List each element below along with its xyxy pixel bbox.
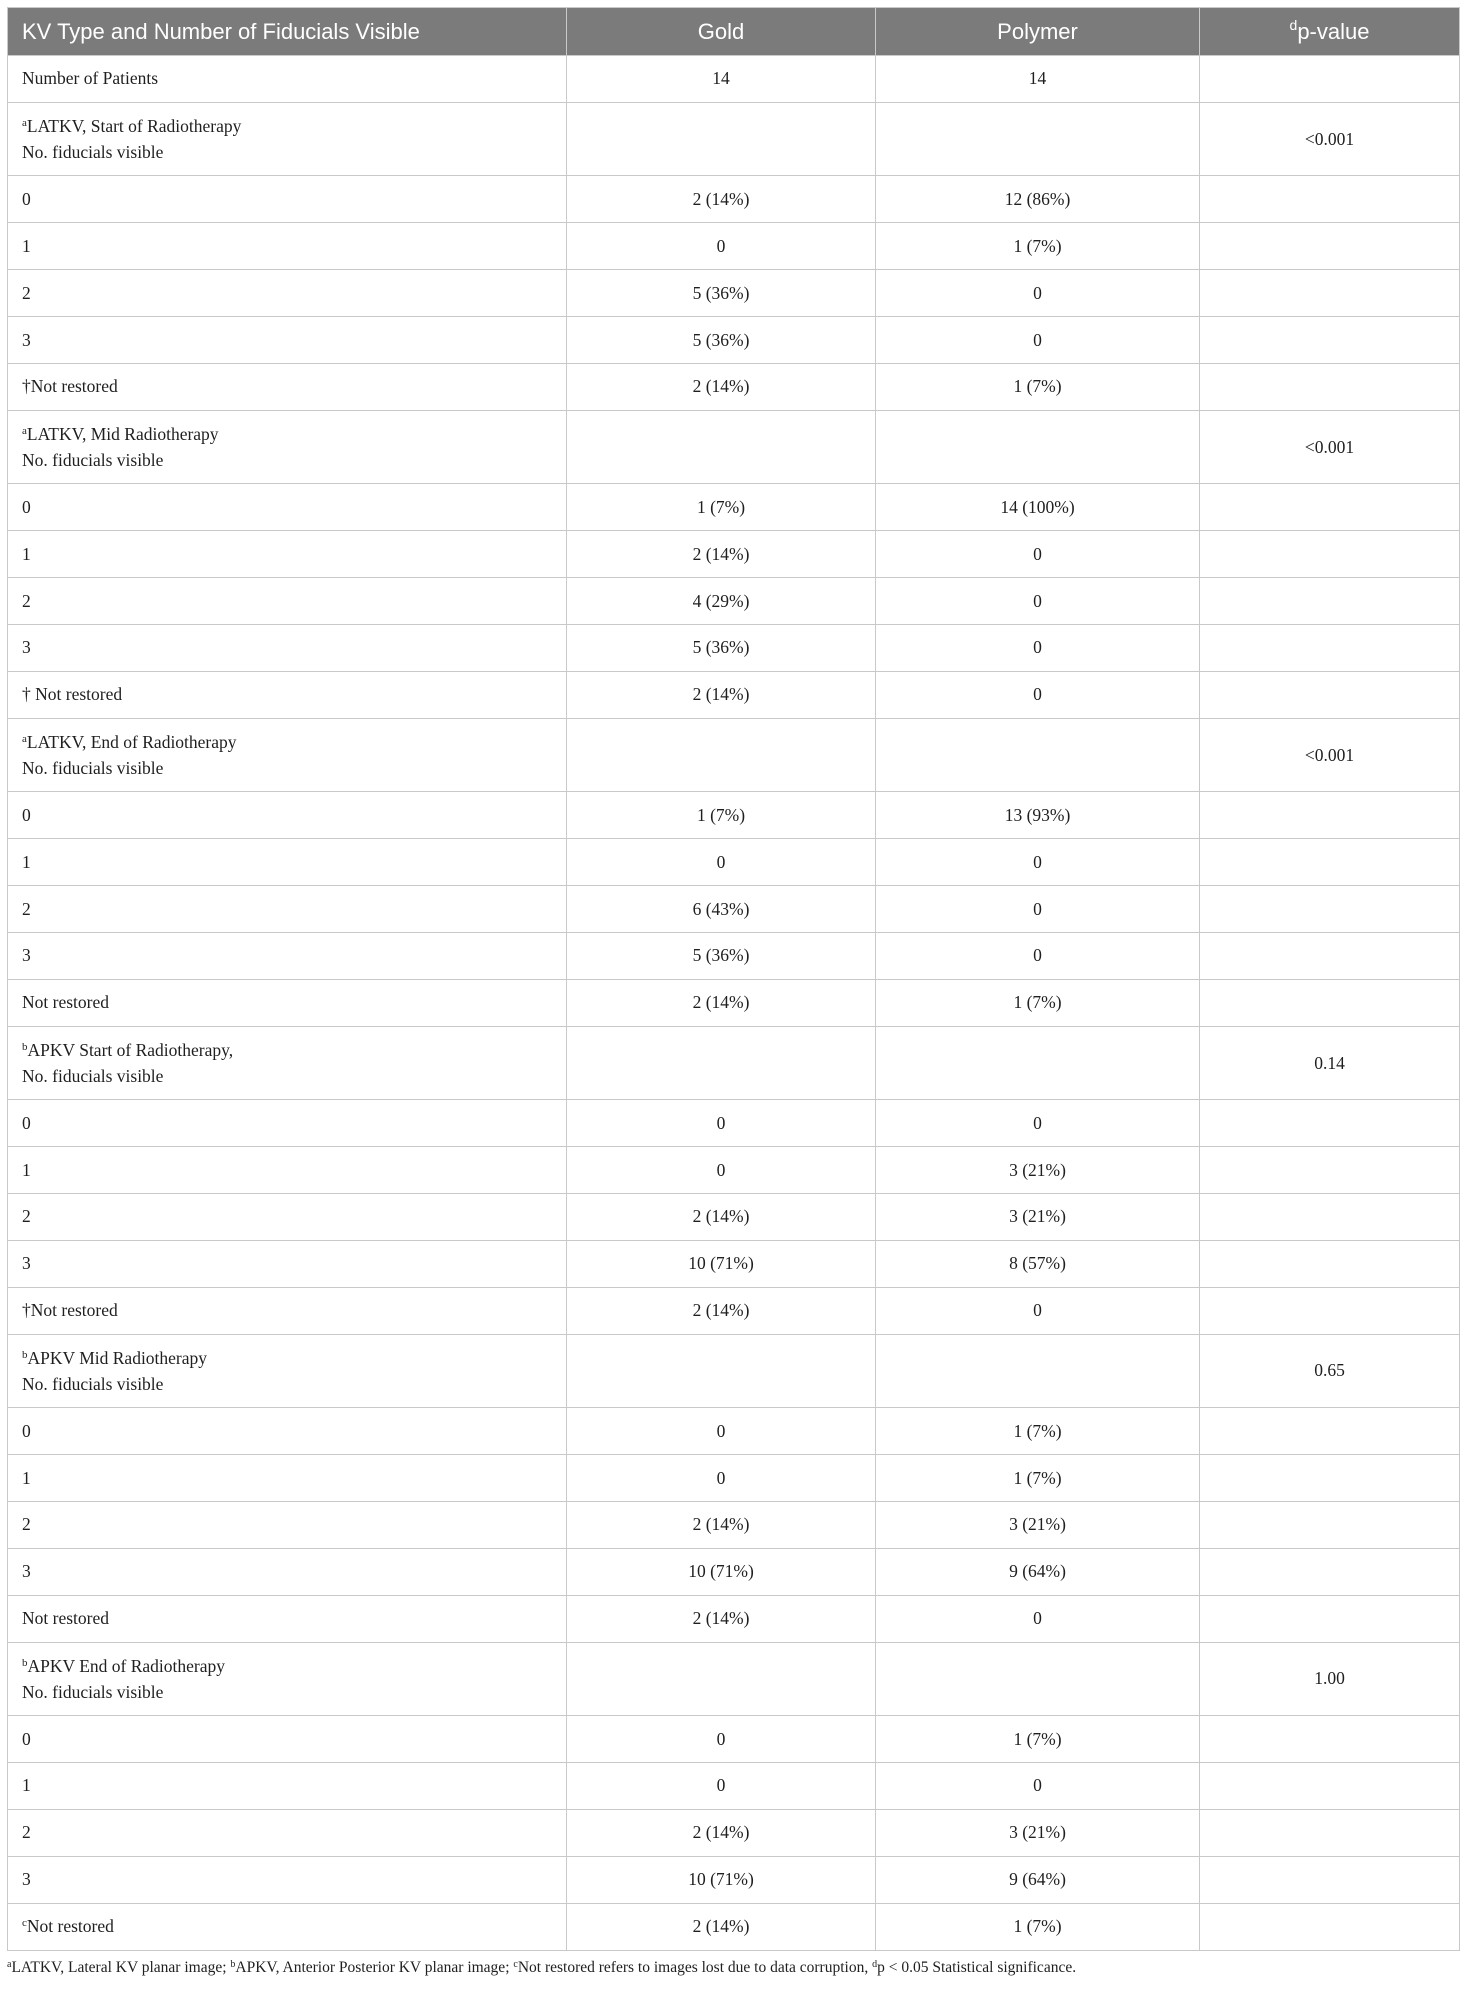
- patients-polymer: 14: [876, 56, 1200, 103]
- table-row: [8, 1408, 1460, 1455]
- row-label: 2: [22, 1822, 31, 1843]
- row-label-cell: [8, 1809, 567, 1856]
- row-label: 1: [22, 1467, 31, 1488]
- row-gold: 0: [567, 1716, 876, 1763]
- row-polymer: 0: [876, 1763, 1200, 1810]
- row-label-cell: [8, 1903, 567, 1950]
- row-label: 2: [22, 282, 31, 303]
- row-label-cell: [8, 1194, 567, 1241]
- section-subtitle: No. fiducials visible: [22, 1066, 164, 1086]
- table-row: [8, 176, 1460, 223]
- row-polymer: 1 (7%): [876, 223, 1200, 270]
- row-gold: 0: [567, 1763, 876, 1810]
- row-polymer: 14 (100%): [876, 484, 1200, 531]
- row-polymer: 13 (93%): [876, 792, 1200, 839]
- table-row: [8, 1856, 1460, 1903]
- row-gold: 2 (14%): [567, 1287, 876, 1334]
- section-gold-empty: [567, 1026, 876, 1100]
- section-title-text: LATKV, Start of Radiotherapy: [26, 116, 242, 137]
- header-gold: Gold: [567, 8, 876, 56]
- row-polymer: 12 (86%): [876, 176, 1200, 223]
- table-row: [8, 1455, 1460, 1502]
- row-label: 1: [22, 543, 31, 564]
- row-label-cell: [8, 223, 567, 270]
- section-p-value: 1.00: [1200, 1642, 1460, 1716]
- table-row: [8, 1716, 1460, 1763]
- row-polymer: 0: [876, 317, 1200, 364]
- row-p-value: [1200, 1100, 1460, 1147]
- row-label: 1: [22, 1775, 31, 1796]
- section-subtitle: No. fiducials visible: [22, 758, 164, 779]
- row-p-value: [1200, 484, 1460, 531]
- row-label: 1: [22, 851, 31, 872]
- section-header-row: [8, 1642, 1460, 1716]
- row-p-value: [1200, 792, 1460, 839]
- section-polymer-empty: [876, 410, 1200, 484]
- footnote-text: APKV, Anterior Posterior KV planar image;: [235, 1958, 514, 1976]
- row-polymer: 9 (64%): [876, 1548, 1200, 1595]
- row-polymer: 3 (21%): [876, 1809, 1200, 1856]
- row-label: 2: [22, 898, 31, 919]
- row-p-value: [1200, 839, 1460, 886]
- table-row: [8, 1763, 1460, 1810]
- row-polymer: 1 (7%): [876, 1903, 1200, 1950]
- row-polymer: 3 (21%): [876, 1194, 1200, 1241]
- row-gold: 0: [567, 1408, 876, 1455]
- row-p-value: [1200, 1408, 1460, 1455]
- row-gold: 2 (14%): [567, 979, 876, 1026]
- row-polymer: 0: [876, 1595, 1200, 1642]
- row-polymer: 1 (7%): [876, 979, 1200, 1026]
- fiducials-table: [7, 7, 1460, 1951]
- row-polymer: 0: [876, 886, 1200, 933]
- row-polymer: 0: [876, 839, 1200, 886]
- section-title: [22, 1037, 552, 1063]
- section-polymer-empty: [876, 1642, 1200, 1716]
- row-label: † Not restored: [22, 684, 123, 705]
- row-label-cell: [8, 1548, 567, 1595]
- table-row: [8, 1809, 1460, 1856]
- row-polymer: 1 (7%): [876, 1408, 1200, 1455]
- row-label-cell: [8, 1240, 567, 1287]
- row-label: †Not restored: [22, 376, 118, 397]
- row-polymer: 8 (57%): [876, 1240, 1200, 1287]
- row-polymer: 0: [876, 270, 1200, 317]
- row-label-cell: [8, 1856, 567, 1903]
- section-gold-empty: [567, 410, 876, 484]
- section-gold-empty: [567, 1334, 876, 1408]
- footnote-sup: c: [513, 1958, 518, 1970]
- row-p-value: [1200, 979, 1460, 1026]
- row-gold: 10 (71%): [567, 1856, 876, 1903]
- row-label: 1: [22, 1159, 31, 1180]
- row-polymer: 0: [876, 625, 1200, 672]
- row-label-cell: [8, 317, 567, 364]
- patients-gold: 14: [567, 56, 876, 103]
- section-header-row: [8, 1026, 1460, 1100]
- patients-row: [8, 56, 1460, 103]
- header-row: [8, 8, 1460, 56]
- section-title-cell: [8, 102, 567, 176]
- row-p-value: [1200, 932, 1460, 979]
- row-label: Not restored: [26, 1916, 114, 1937]
- section-title-cell: [8, 410, 567, 484]
- section-polymer-empty: [876, 1026, 1200, 1100]
- section-p-value: <0.001: [1200, 718, 1460, 792]
- row-gold: 2 (14%): [567, 363, 876, 410]
- row-label-cell: [8, 484, 567, 531]
- row-gold: 5 (36%): [567, 932, 876, 979]
- table-row: [8, 839, 1460, 886]
- row-gold: 6 (43%): [567, 886, 876, 933]
- section-p-value: <0.001: [1200, 410, 1460, 484]
- row-gold: 10 (71%): [567, 1548, 876, 1595]
- row-p-value: [1200, 1856, 1460, 1903]
- header-polymer: Polymer: [876, 8, 1200, 56]
- table-row: [8, 932, 1460, 979]
- row-p-value: [1200, 176, 1460, 223]
- row-gold: 1 (7%): [567, 484, 876, 531]
- section-title-sup: b: [22, 1348, 28, 1361]
- row-gold: 2 (14%): [567, 1194, 876, 1241]
- row-p-value: [1200, 1595, 1460, 1642]
- row-gold: 2 (14%): [567, 1809, 876, 1856]
- row-polymer: 1 (7%): [876, 1455, 1200, 1502]
- header-kv-type: KV Type and Number of Fiducials Visible: [8, 8, 567, 56]
- section-gold-empty: [567, 102, 876, 176]
- section-p-value: <0.001: [1200, 102, 1460, 176]
- table-row: [8, 1100, 1460, 1147]
- section-polymer-empty: [876, 718, 1200, 792]
- table-row: [8, 1147, 1460, 1194]
- row-label-cell: [8, 1763, 567, 1810]
- section-subtitle: No. fiducials visible: [22, 1373, 164, 1394]
- row-gold: 10 (71%): [567, 1240, 876, 1287]
- row-label: 3: [22, 1561, 31, 1582]
- footnote-sup: d: [872, 1958, 878, 1970]
- section-polymer-empty: [876, 1334, 1200, 1408]
- row-gold: 5 (36%): [567, 270, 876, 317]
- table-row: [8, 625, 1460, 672]
- row-label: 2: [22, 1206, 31, 1227]
- section-title-sup: b: [22, 1656, 28, 1669]
- section-header-row: [8, 102, 1460, 176]
- row-p-value: [1200, 1194, 1460, 1241]
- row-label-cell: [8, 839, 567, 886]
- table-row: [8, 979, 1460, 1026]
- section-title-text: LATKV, End of Radiotherapy: [26, 732, 237, 753]
- row-polymer: 3 (21%): [876, 1501, 1200, 1548]
- row-p-value: [1200, 886, 1460, 933]
- row-gold: 2 (14%): [567, 671, 876, 718]
- row-p-value: [1200, 1501, 1460, 1548]
- row-label-cell: [8, 531, 567, 578]
- row-label-cell: [8, 792, 567, 839]
- row-p-value: [1200, 1455, 1460, 1502]
- row-label-cell: [8, 270, 567, 317]
- section-title-sup: a: [22, 117, 27, 130]
- row-label: 2: [22, 590, 31, 611]
- row-p-value: [1200, 1240, 1460, 1287]
- table-row: [8, 671, 1460, 718]
- row-polymer: 9 (64%): [876, 1856, 1200, 1903]
- row-label: Not restored: [22, 1608, 109, 1629]
- table-row: [8, 531, 1460, 578]
- row-label: 0: [22, 496, 31, 517]
- row-polymer: 0: [876, 1100, 1200, 1147]
- footnote-text: p < 0.05 Statistical significance.: [877, 1958, 1077, 1976]
- table-row: [8, 270, 1460, 317]
- footnote-sup: b: [230, 1958, 236, 1970]
- table-row: [8, 578, 1460, 625]
- row-label-cell: [8, 671, 567, 718]
- section-subtitle: No. fiducials visible: [22, 142, 164, 163]
- footnote-text: LATKV, Lateral KV planar image;: [11, 1958, 231, 1976]
- header-p-value: [1200, 8, 1460, 56]
- row-label: 3: [22, 329, 31, 350]
- header-p-value-label: p-value: [1297, 18, 1370, 44]
- row-label: 0: [22, 188, 31, 209]
- table-row: [8, 1903, 1460, 1950]
- row-p-value: [1200, 223, 1460, 270]
- row-label: 0: [22, 1420, 31, 1441]
- section-title-text: APKV Mid Radiotherapy: [27, 1347, 208, 1368]
- row-p-value: [1200, 1287, 1460, 1334]
- table-row: [8, 223, 1460, 270]
- header-p-value-sup: d: [1289, 16, 1298, 33]
- row-p-value: [1200, 531, 1460, 578]
- row-gold: 2 (14%): [567, 1595, 876, 1642]
- section-title-cell: [8, 1334, 567, 1408]
- row-gold: 2 (14%): [567, 1501, 876, 1548]
- section-p-value: 0.65: [1200, 1334, 1460, 1408]
- row-label-cell: [8, 578, 567, 625]
- row-gold: 0: [567, 1455, 876, 1502]
- row-polymer: 1 (7%): [876, 1716, 1200, 1763]
- row-label: 3: [22, 1869, 31, 1890]
- section-gold-empty: [567, 1642, 876, 1716]
- row-polymer: 0: [876, 531, 1200, 578]
- row-label-cell: [8, 1595, 567, 1642]
- row-gold: 5 (36%): [567, 317, 876, 364]
- section-title-sup: b: [22, 1041, 28, 1053]
- section-title-cell: [8, 1026, 567, 1100]
- section-title: [22, 1345, 552, 1371]
- row-gold: 5 (36%): [567, 625, 876, 672]
- row-polymer: 3 (21%): [876, 1147, 1200, 1194]
- table-row: [8, 317, 1460, 364]
- section-header-row: [8, 410, 1460, 484]
- table-row: [8, 1194, 1460, 1241]
- row-p-value: [1200, 671, 1460, 718]
- row-p-value: [1200, 1903, 1460, 1950]
- row-label: 3: [22, 945, 31, 966]
- table-row: [8, 792, 1460, 839]
- row-gold: 4 (29%): [567, 578, 876, 625]
- table-row: [8, 1595, 1460, 1642]
- row-label: 0: [22, 1728, 31, 1749]
- row-p-value: [1200, 1809, 1460, 1856]
- row-label-cell: [8, 625, 567, 672]
- row-polymer: 0: [876, 932, 1200, 979]
- row-label-cell: [8, 176, 567, 223]
- row-label: †Not restored: [22, 1300, 118, 1321]
- row-polymer: 0: [876, 1287, 1200, 1334]
- section-title-text: APKV Start of Radiotherapy,: [27, 1040, 234, 1060]
- table-body: [8, 56, 1460, 1951]
- row-label: 1: [22, 235, 31, 256]
- row-label-cell: [8, 886, 567, 933]
- row-label: 2: [22, 1514, 31, 1535]
- row-p-value: [1200, 1716, 1460, 1763]
- table-row: [8, 484, 1460, 531]
- section-polymer-empty: [876, 102, 1200, 176]
- table-row: [8, 886, 1460, 933]
- row-p-value: [1200, 363, 1460, 410]
- row-p-value: [1200, 625, 1460, 672]
- row-label-cell: [8, 932, 567, 979]
- section-title-sup: a: [22, 733, 27, 746]
- row-p-value: [1200, 317, 1460, 364]
- table-footnote: [7, 1959, 1459, 1977]
- table-row: [8, 1287, 1460, 1334]
- row-label-cell: [8, 1287, 567, 1334]
- row-gold: 2 (14%): [567, 176, 876, 223]
- row-gold: 2 (14%): [567, 531, 876, 578]
- row-label-cell: [8, 1455, 567, 1502]
- row-p-value: [1200, 1763, 1460, 1810]
- row-label-cell: [8, 1716, 567, 1763]
- table-row: [8, 1548, 1460, 1595]
- row-gold: 2 (14%): [567, 1903, 876, 1950]
- table-container: [7, 7, 1459, 1977]
- row-label: 0: [22, 804, 31, 825]
- section-header-row: [8, 1334, 1460, 1408]
- section-title-sup: a: [22, 425, 27, 438]
- section-title: [22, 421, 552, 447]
- row-gold: 0: [567, 223, 876, 270]
- row-label: 0: [22, 1112, 31, 1133]
- row-label-cell: [8, 363, 567, 410]
- table-row: [8, 1501, 1460, 1548]
- section-p-value: 0.14: [1200, 1026, 1460, 1100]
- section-title-text: APKV End of Radiotherapy: [27, 1655, 225, 1676]
- row-p-value: [1200, 1548, 1460, 1595]
- row-gold: 1 (7%): [567, 792, 876, 839]
- section-title: [22, 1653, 552, 1679]
- row-gold: 0: [567, 1147, 876, 1194]
- table-row: [8, 1240, 1460, 1287]
- section-title-text: LATKV, Mid Radiotherapy: [26, 424, 219, 445]
- section-subtitle: No. fiducials visible: [22, 450, 164, 471]
- section-gold-empty: [567, 718, 876, 792]
- row-label: 3: [22, 1253, 31, 1274]
- patients-p-value: [1200, 56, 1460, 103]
- row-label-cell: [8, 1501, 567, 1548]
- row-polymer: 0: [876, 671, 1200, 718]
- row-label: 3: [22, 637, 31, 658]
- row-label-cell: [8, 979, 567, 1026]
- row-label-cell: [8, 1100, 567, 1147]
- section-title: [22, 113, 552, 139]
- row-gold: 0: [567, 839, 876, 886]
- footnote-sup: a: [7, 1958, 12, 1970]
- footnote-text: Not restored refers to images lost due to data corruption,: [517, 1958, 873, 1976]
- patients-label: Number of Patients: [8, 56, 567, 103]
- table-row: [8, 363, 1460, 410]
- row-polymer: 1 (7%): [876, 363, 1200, 410]
- row-p-value: [1200, 270, 1460, 317]
- row-label: Not restored: [22, 992, 109, 1013]
- row-polymer: 0: [876, 578, 1200, 625]
- row-label-sup: c: [22, 1917, 27, 1930]
- row-p-value: [1200, 578, 1460, 625]
- row-p-value: [1200, 1147, 1460, 1194]
- section-subtitle: No. fiducials visible: [22, 1681, 164, 1702]
- section-title-cell: [8, 718, 567, 792]
- section-header-row: [8, 718, 1460, 792]
- row-gold: 0: [567, 1100, 876, 1147]
- row-label-cell: [8, 1147, 567, 1194]
- section-title-cell: [8, 1642, 567, 1716]
- section-title: [22, 729, 552, 755]
- row-label-cell: [8, 1408, 567, 1455]
